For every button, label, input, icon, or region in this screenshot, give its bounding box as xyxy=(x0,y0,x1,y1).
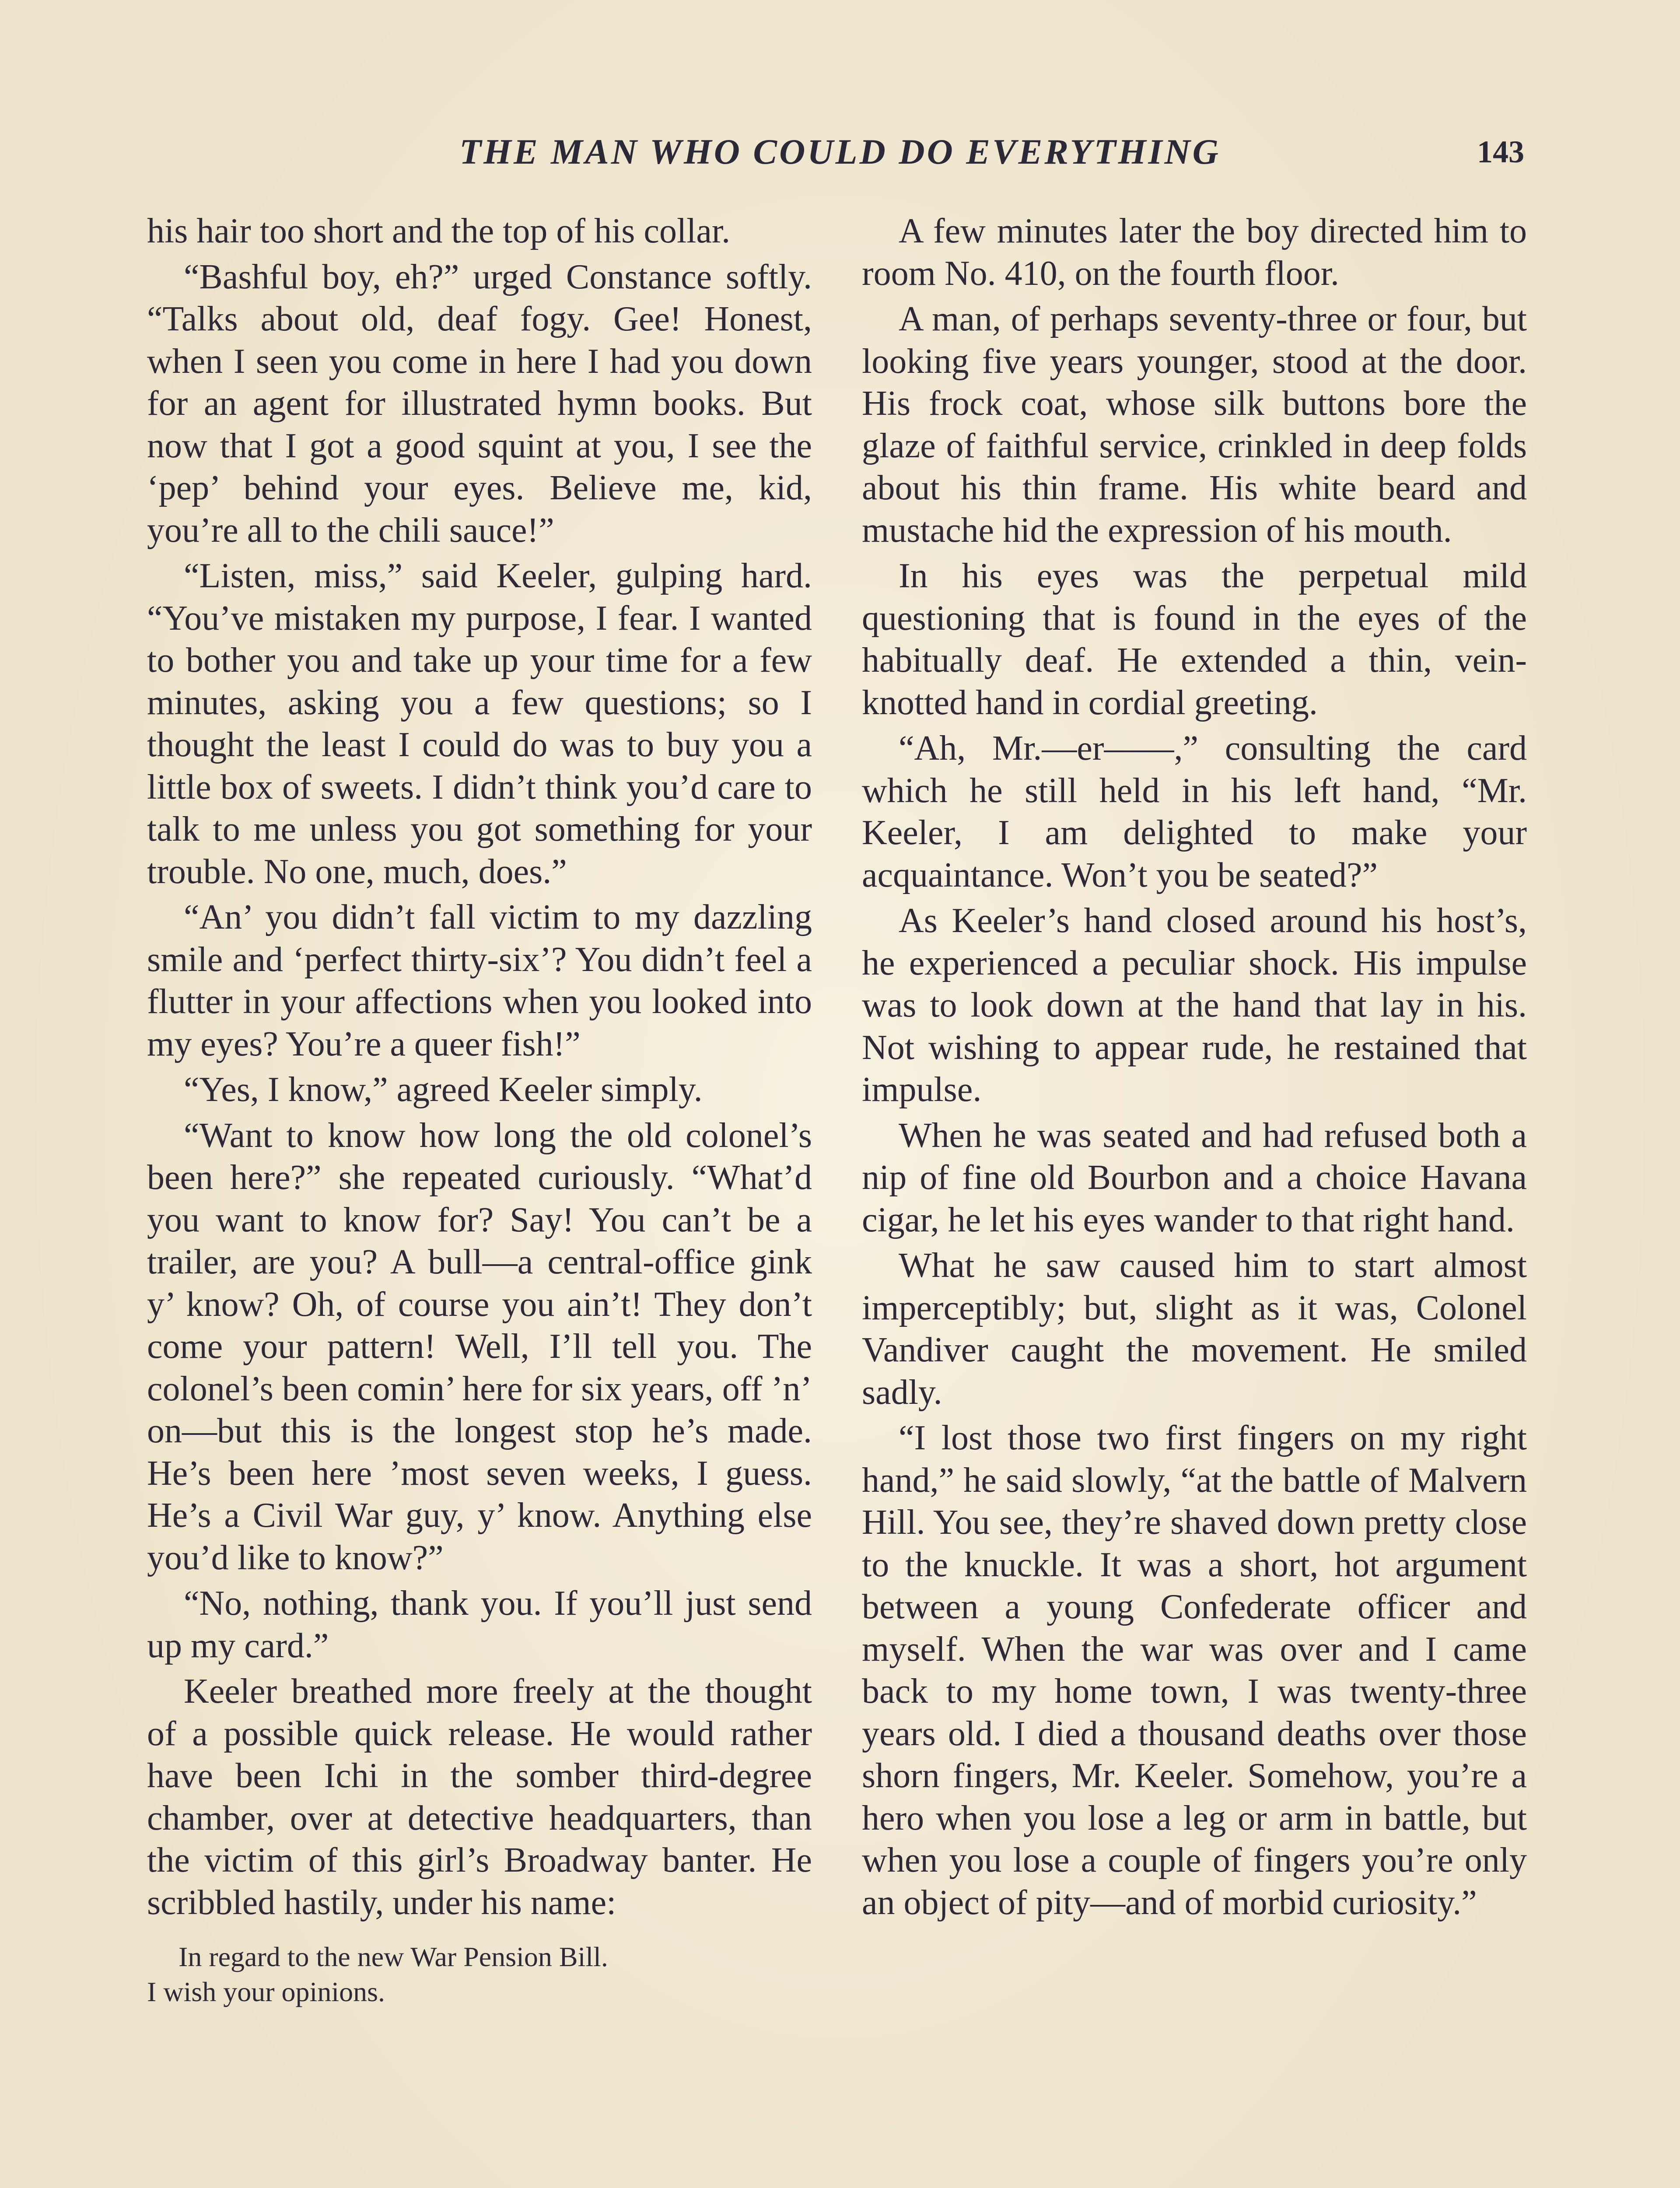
paragraph: “Yes, I know,” agreed Keeler simply. xyxy=(184,1070,703,1109)
paragraph: When he was seated and had refused both a nip of fine old Bourbon and a choice Havana cigar, he let his eyes wander to that right hand. xyxy=(862,1116,1527,1239)
card-note-line: I wish your opinions. xyxy=(147,1976,385,2007)
paragraph: “Want to know how long the old colonel’s been here?” she repeated curiously. “What’d you want to know for? Say! You can’t be a trailer, are you? A bull—a central-office gink y’ know? Oh, of course you ain’t! They don’t come your pattern! Well, I’ll tell you. The colonel’s been comin’ here for six years, off ’n’ on—but this is the longest stop he’s made. He’s been here ’most seven weeks, I guess. He’s a Civil War guy, y’ know. Anything else you’d like to know?” xyxy=(147,1116,812,1577)
card-note xyxy=(147,1939,812,2009)
paragraph: “Bashful boy, eh?” urged Constance softly. “Talks about old, deaf fogy. Gee! Honest, when I seen you come in here I had you down for an agent for illustrated hymn books. But now that I got a good squint at you, I see the ‘pep’ behind your eyes. Believe me, kid, you’re all to the chili sauce!” xyxy=(147,257,812,550)
right-column xyxy=(862,210,1527,1927)
running-head: THE MAN WHO COULD DO EVERYTHING xyxy=(459,132,1221,172)
paragraph: As Keeler’s hand closed around his host’s, he experienced a peculiar shock. His impulse was to look down at the hand that lay in his. Not wishing to appear rude, he restained that impulse. xyxy=(862,901,1527,1109)
paragraph: “Ah, Mr.—er——,” consulting the card which he still held in his left hand, “Mr. Keeler, I am delighted to make your acquaintance. Won’t you be seated?” xyxy=(862,729,1527,894)
paragraph: “I lost those two first fingers on my right hand,” he said slowly, “at the battle of Malvern Hill. You see, they’re shaved down pretty close to the knuckle. It was a short, hot argument between a young Confederate officer and myself. When the war was over and I came back to my home town, I was twenty-three years old. I died a thousand deaths over those shorn fingers, Mr. Keeler. Somehow, you’re a hero when you lose a leg or arm in battle, but when you lose a couple of fingers you’re only an object of pity—and of morbid curiosity.” xyxy=(862,1419,1527,1922)
paragraph: What he saw caused him to start almost imperceptibly; but, slight as it was, Colonel Vandiver caught the movement. He smiled sadly. xyxy=(862,1246,1527,1412)
paragraph: In his eyes was the perpetual mild questioning that is found in the eyes of the habitually deaf. He extended a thin, vein-knotted hand in cordial greeting. xyxy=(862,557,1527,722)
paragraph: A man, of perhaps seventy-three or four, but looking five years younger, stood at the door. His frock coat, whose silk buttons bore the glaze of faithful service, crinkled in deep folds about his thin frame. His white beard and mustache hid the expression of his mouth. xyxy=(862,300,1527,550)
paragraph: “No, nothing, thank you. If you’ll just send up my card.” xyxy=(147,1584,812,1665)
paragraph: “An’ you didn’t fall victim to my dazzling smile and ‘perfect thirty-six’? You didn’t feel a flutter in your affections when you looked into my eyes? You’re a queer fish!” xyxy=(147,898,812,1063)
paragraph: A few minutes later the boy directed him to room No. 410, on the fourth floor. xyxy=(862,212,1527,293)
paragraph: Keeler breathed more freely at the thought of a possible quick release. He would rather have been Ichi in the somber third-degree chamber, over at detective headquarters, than the victim of this girl’s Broadway banter. He scribbled hastily, under his name: xyxy=(147,1672,812,1922)
paragraph: his hair too short and the top of his collar. xyxy=(147,212,731,250)
page-number: 143 xyxy=(1477,134,1524,169)
left-column xyxy=(147,210,812,2009)
card-note-line: In regard to the new War Pension Bill. xyxy=(178,1941,608,1972)
paragraph: “Listen, miss,” said Keeler, gulping hard. “You’ve mistaken my purpose, I fear. I wanted to bother you and take up your time for a few minutes, asking you a few questions; so I thought the least I could do was to buy you a little box of sweets. I didn’t think you’d care to talk to me unless you got something for your trouble. No one, much, does.” xyxy=(147,557,812,891)
